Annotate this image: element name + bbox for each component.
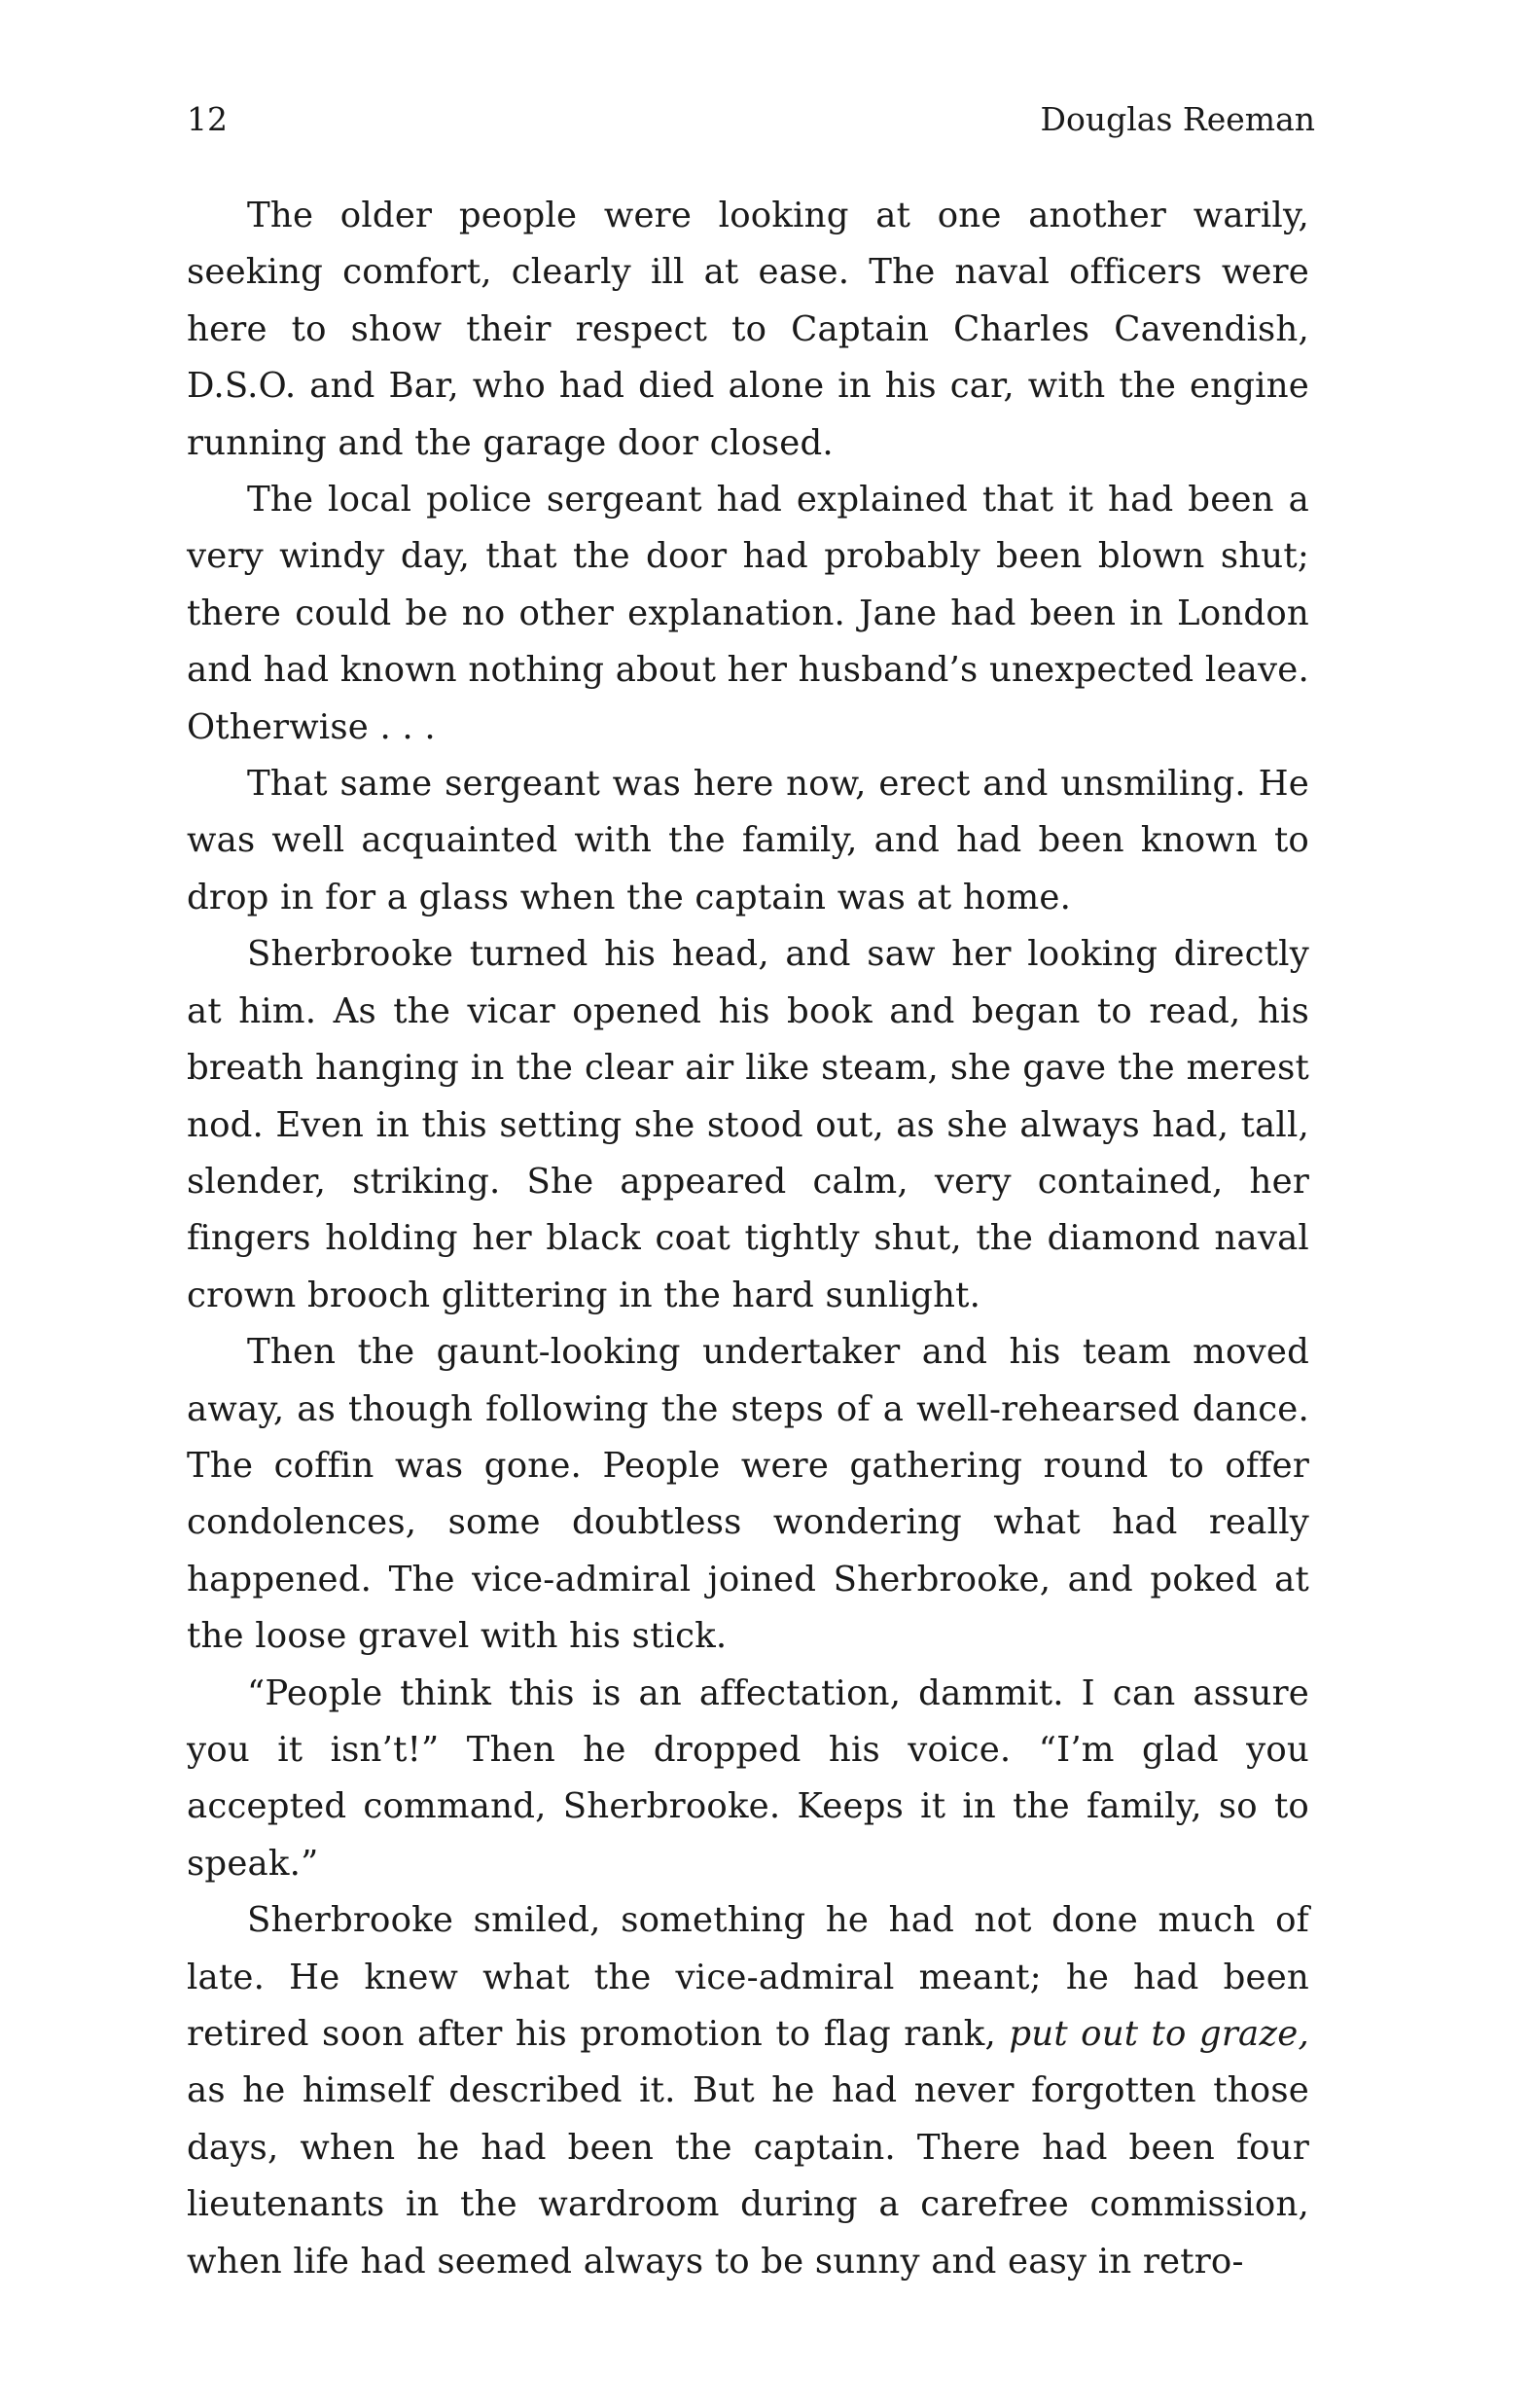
paragraph-text: Sherbrooke smiled, something he had not done much of late. He knew what the vice-admiral meant; he had been retired soon after his promotion to flag rank, (187, 1900, 1309, 2054)
body-text (187, 188, 1309, 2290)
paragraph: That same sergeant was here now, erect and unsmiling. He was well acquainted with the family, and had been known to drop in for a glass when the captain was at home. (187, 764, 1309, 917)
italic-phrase: put out to graze, (1009, 2014, 1309, 2054)
paragraph: The local police sergeant had explained that it had been a very windy day, that the door had probably been blown shut; there could be no other explanation. Jane had been in London and had known nothing about her husband’s unexpected leave. Otherwise . . . (187, 480, 1309, 747)
page-header (187, 95, 1315, 144)
paragraph: The older people were looking at one another warily, seeking comfort, clearly ill at ease. The naval officers were here to show their respect to Captain Charles Cavendish, D.S.O. and Bar, who had died alone in his car, with the engine running and the garage door closed. (187, 196, 1309, 463)
paragraph (187, 1892, 1309, 2290)
paragraph: Sherbrooke turned his head, and saw her looking directly at him. As the vicar opened his book and began to read, his breath hanging in the clear air like steam, she gave the merest nod. Even in this setting she stood out, as she always had, tall, slender, striking. She appeared calm, very contained, her fingers holding her black coat tightly shut, the diamond naval crown brooch glittering in the hard sunlight. (187, 934, 1309, 1315)
paragraph: Then the gaunt-looking undertaker and his team moved away, as though following the steps of a well-rehearsed dance. The coffin was gone. People were gathering round to offer condolences, some doubtless wondering what had really happened. The vice-admiral joined Sherbrooke, and poked at the loose gravel with his stick. (187, 1332, 1309, 1657)
paragraph-text: as he himself described it. But he had never forgotten those days, when he had been the captain. There had been four lieutenants in the wardroom during a carefree commission, when life had seemed always to be sunny and easy in retro- (187, 2070, 1309, 2282)
page-number: 12 (187, 100, 228, 138)
running-head-author: Douglas Reeman (1040, 100, 1315, 138)
paragraph: “People think this is an affectation, dammit. I can assure you it isn’t!” Then he dropped his voice. “I’m glad you accepted command, Sherbrooke. Keeps it in the family, so to speak.” (187, 1672, 1309, 1884)
